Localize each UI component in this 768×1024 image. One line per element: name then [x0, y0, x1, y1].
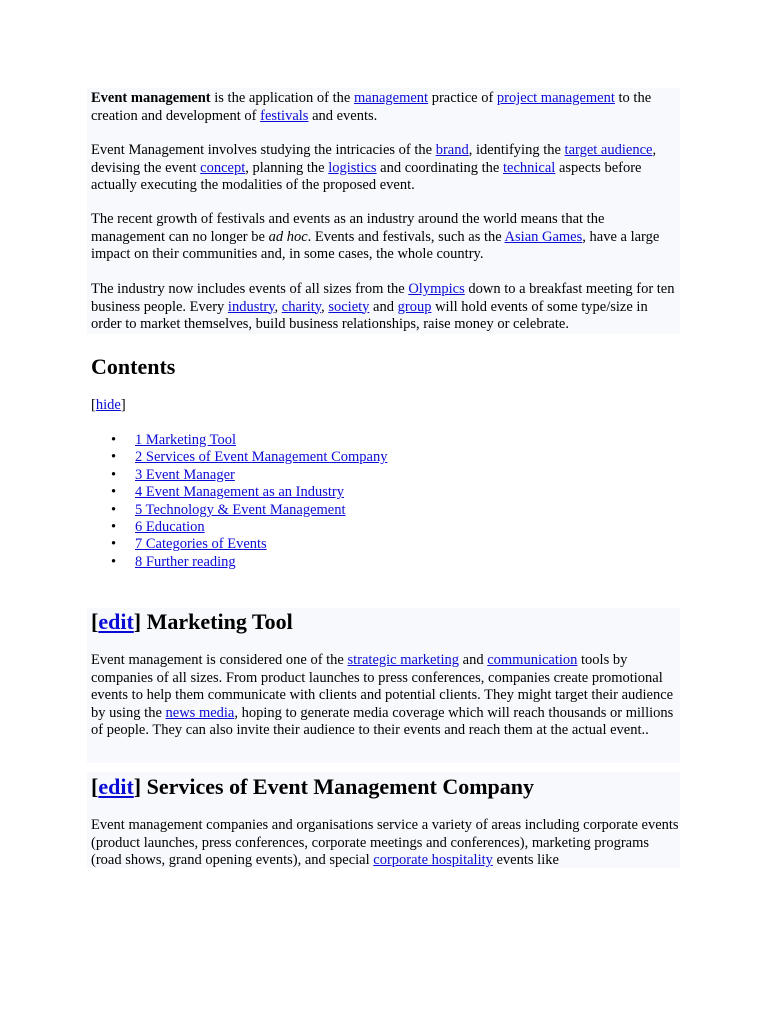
bullet-icon: •	[111, 466, 117, 483]
link-management[interactable]: management	[353, 90, 429, 106]
bracket-close: ]	[133, 774, 142, 799]
text-run: and	[459, 652, 488, 668]
intro-paragraph-3	[91, 211, 681, 264]
intro-paragraph-1	[91, 90, 681, 125]
section-title: Services of Event Management Company	[141, 774, 535, 799]
bullet-icon: •	[111, 536, 117, 553]
link-communication[interactable]: communication	[487, 652, 578, 668]
toc-link-further-reading[interactable]: 8 Further reading	[135, 553, 236, 570]
bracket-open: [	[91, 609, 99, 634]
link-concept[interactable]: concept	[200, 159, 246, 176]
text-run: . Events and festivals, such as the	[307, 228, 505, 245]
link-brand[interactable]: brand	[435, 142, 469, 158]
toc-link-event-manager[interactable]: 3 Event Manager	[135, 466, 235, 483]
link-charity[interactable]: charity	[281, 298, 322, 315]
section-heading-services	[91, 773, 534, 801]
toc-item	[91, 484, 387, 501]
table-of-contents	[91, 432, 387, 571]
text-run: to the creation and development of	[91, 90, 652, 124]
text-run: , identifying the	[468, 142, 565, 158]
toc-hide-toggle	[91, 397, 126, 415]
text-run: events like	[492, 852, 559, 868]
text-run: ,	[274, 298, 282, 315]
text-run: practice of	[428, 90, 497, 106]
text-run: and	[369, 298, 398, 315]
text-run: Event Management involves studying the intricacies of the	[91, 142, 436, 158]
section-heading-marketing-tool	[91, 608, 293, 636]
bullet-icon: •	[111, 432, 117, 448]
intro-paragraph-4	[91, 281, 681, 334]
text-run: , hoping to generate media coverage which will reach thousands or millions of people. They can also invite their audience to their events and reach them at the actual event..	[91, 704, 674, 738]
bracket-open: [	[91, 774, 99, 799]
intro-paragraph-2	[91, 142, 681, 195]
bullet-icon: •	[111, 518, 117, 535]
bullet-icon: •	[111, 553, 117, 570]
link-news-media[interactable]: news media	[165, 704, 235, 721]
link-asian-games[interactable]: Asian Games	[504, 228, 583, 245]
hide-link[interactable]: hide	[95, 397, 121, 413]
bullet-icon: •	[111, 484, 117, 501]
link-festivals[interactable]: festivals	[260, 107, 309, 124]
toc-item	[91, 432, 387, 449]
text-run: , have a large impact on their communities and, in some cases, the whole country.	[91, 228, 660, 262]
link-society[interactable]: society	[328, 298, 370, 315]
link-corporate-hospitality[interactable]: corporate hospitality	[373, 852, 493, 868]
text-run: and events.	[308, 107, 378, 124]
link-industry[interactable]: industry	[227, 298, 275, 315]
link-group[interactable]: group	[397, 298, 432, 315]
toc-link-categories[interactable]: 7 Categories of Events	[135, 536, 267, 553]
toc-item	[91, 502, 387, 519]
toc-item	[91, 554, 387, 571]
bracket-close: ]	[120, 397, 126, 413]
toc-item	[91, 519, 387, 536]
text-run: Event management is considered one of the	[91, 652, 348, 668]
text-run: The recent growth of festivals and events as an industry around the world means that the management can no longer be	[91, 211, 605, 245]
link-logistics[interactable]: logistics	[328, 159, 377, 176]
services-paragraph	[91, 817, 681, 870]
text-run: , planning the	[245, 159, 329, 176]
toc-item	[91, 467, 387, 484]
intro-term: Event management	[91, 90, 211, 106]
text-run: and coordinating the	[376, 159, 503, 176]
toc-link-marketing-tool[interactable]: 1 Marketing Tool	[135, 432, 237, 448]
text-run: Event management companies and organisations service a variety of areas including corporate events (product launches, press conferences, corporate meetings and conferences), marketing programs (road shows, grand opening events), and special	[91, 817, 679, 868]
link-strategic-marketing[interactable]: strategic marketing	[347, 652, 460, 668]
bullet-icon: •	[111, 449, 117, 466]
bullet-icon: •	[111, 501, 117, 518]
text-run: is the application of the	[210, 90, 354, 106]
edit-link-marketing-tool[interactable]: edit	[98, 609, 134, 634]
text-run: ,	[321, 298, 329, 315]
link-technical[interactable]: technical	[502, 159, 556, 176]
marketing-tool-paragraph	[91, 652, 681, 740]
section-title: Marketing Tool	[141, 609, 293, 634]
text-run: will hold events of some type/size in order to market themselves, build business relationships, raise money or celebrate.	[91, 298, 648, 332]
contents-heading: Contents	[91, 354, 176, 379]
text-run: aspects before actually executing the modalities of the proposed event.	[91, 159, 642, 193]
link-project-management[interactable]: project management	[496, 90, 615, 106]
text-run: , devising the event	[91, 142, 657, 176]
text-run: tools by companies of all sizes. From product launches to press conferences, companies create promotional events to help them communicate with clients and potential clients. They might target their audience by using the	[91, 652, 674, 721]
bracket-open: [	[91, 397, 96, 413]
link-olympics[interactable]: Olympics	[408, 281, 465, 297]
text-run: The industry now includes events of all sizes from the	[91, 281, 409, 297]
text-run: down to a breakfast meeting for ten business people. Every	[91, 281, 675, 315]
bracket-close: ]	[133, 609, 142, 634]
toc-item	[91, 536, 387, 553]
toc-link-technology[interactable]: 5 Technology & Event Management	[135, 501, 346, 518]
toc-link-industry[interactable]: 4 Event Management as an Industry	[135, 484, 344, 501]
link-target-audience[interactable]: target audience	[564, 142, 653, 158]
toc-link-services[interactable]: 2 Services of Event Management Company	[135, 449, 388, 466]
italic-ad-hoc: ad hoc	[268, 228, 308, 245]
edit-link-services[interactable]: edit	[98, 774, 134, 799]
toc-item	[91, 449, 387, 466]
toc-link-education[interactable]: 6 Education	[135, 518, 205, 535]
